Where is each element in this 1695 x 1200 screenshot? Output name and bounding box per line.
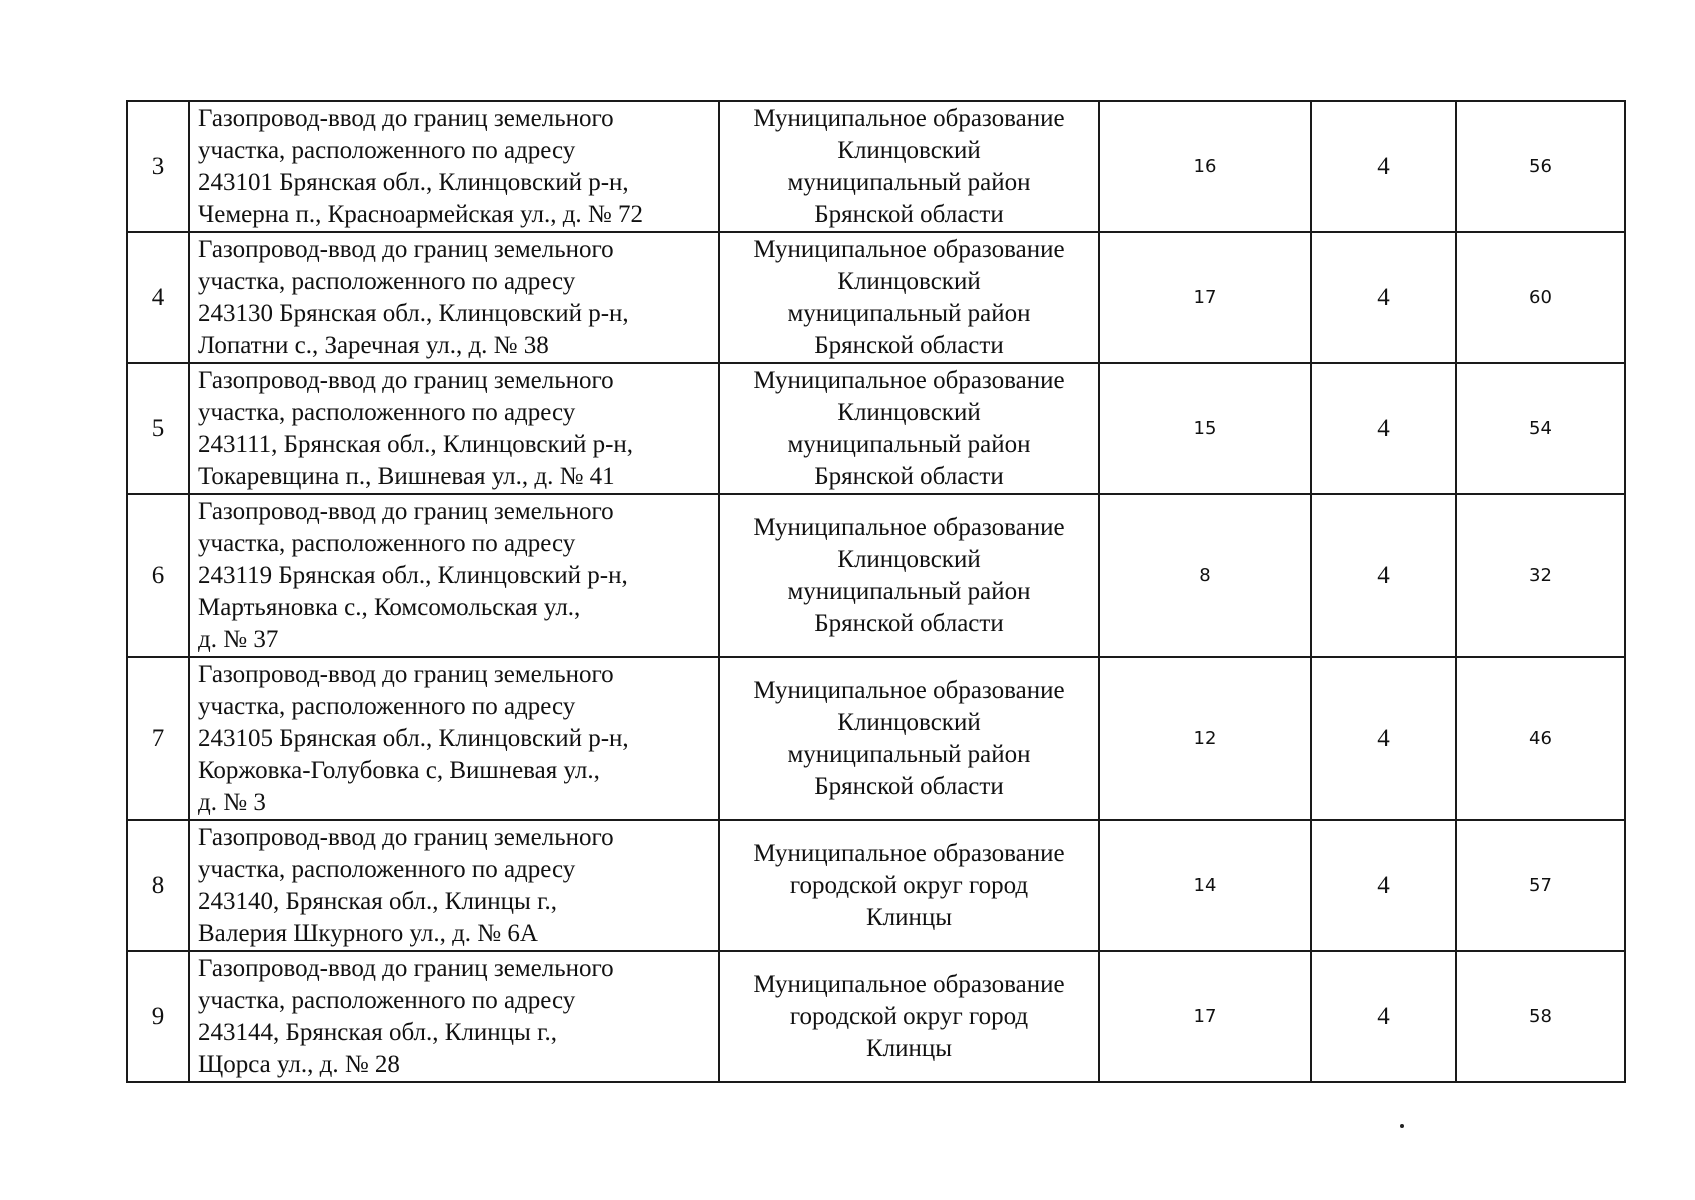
table-row <box>127 820 1625 951</box>
value-cell-3: 56 <box>1456 101 1625 232</box>
owner-line: Клинцы <box>865 1034 953 1062</box>
owner-line: Брянской области <box>814 609 1004 637</box>
owner-line: Муниципальное образование <box>753 235 1065 263</box>
table-row <box>127 232 1625 363</box>
owner-line: Муниципальное образование <box>753 366 1065 394</box>
owner-cell <box>719 101 1099 232</box>
owner-line: муниципальный район <box>787 577 1031 605</box>
value-cell-2: 4 <box>1311 494 1456 657</box>
object-name-line: 243105 Брянская обл., Клинцовский р-н, <box>198 724 629 752</box>
object-name-line: Лопатни с., Заречная ул., д. № 38 <box>198 331 549 359</box>
value-cell-3: 54 <box>1456 363 1625 494</box>
value-cell-3: 32 <box>1456 494 1625 657</box>
object-name-cell <box>189 232 719 363</box>
object-name-line: Газопровод-ввод до границ земельного <box>198 497 614 525</box>
object-name-line: Щорса ул., д. № 28 <box>198 1050 400 1078</box>
object-name-cell <box>189 363 719 494</box>
owner-line: муниципальный район <box>787 740 1031 768</box>
row-number-cell: 6 <box>127 494 189 657</box>
object-name-line: 243144, Брянская обл., Клинцы г., <box>198 1018 558 1046</box>
owner-line: Муниципальное образование <box>753 676 1065 704</box>
row-number-cell: 9 <box>127 951 189 1082</box>
object-name-line: 243119 Брянская обл., Клинцовский р-н, <box>198 561 628 589</box>
value-cell-2: 4 <box>1311 101 1456 232</box>
row-number-cell: 3 <box>127 101 189 232</box>
row-number-cell: 7 <box>127 657 189 820</box>
owner-line: Клинцовский <box>837 545 981 573</box>
table-body <box>127 101 1625 1082</box>
value-cell-3: 57 <box>1456 820 1625 951</box>
object-name-cell <box>189 820 719 951</box>
owner-cell <box>719 232 1099 363</box>
object-name-line: участка, расположенного по адресу <box>198 855 576 883</box>
owner-line: Муниципальное образование <box>753 970 1065 998</box>
value-cell-3: 46 <box>1456 657 1625 820</box>
value-cell-1: 16 <box>1099 101 1311 232</box>
object-name-cell <box>189 657 719 820</box>
owner-line: Брянской области <box>814 772 1004 800</box>
owner-line: Клинцовский <box>837 136 981 164</box>
value-cell-1: 8 <box>1099 494 1311 657</box>
value-cell-3: 58 <box>1456 951 1625 1082</box>
object-name-line: Чемерна п., Красноармейская ул., д. № 72 <box>198 200 644 228</box>
owner-cell <box>719 363 1099 494</box>
object-name-line: Газопровод-ввод до границ земельного <box>198 235 614 263</box>
object-name-line: Токаревщина п., Вишневая ул., д. № 41 <box>198 462 615 490</box>
object-name-cell <box>189 951 719 1082</box>
owner-line: муниципальный район <box>787 299 1031 327</box>
object-name-line: участка, расположенного по адресу <box>198 692 576 720</box>
owner-cell <box>719 494 1099 657</box>
object-name-line: 243101 Брянская обл., Клинцовский р-н, <box>198 168 629 196</box>
object-name-cell <box>189 494 719 657</box>
value-cell-1: 17 <box>1099 232 1311 363</box>
facilities-table <box>126 100 1626 1083</box>
value-cell-1: 12 <box>1099 657 1311 820</box>
owner-line: Муниципальное образование <box>753 513 1065 541</box>
owner-line: муниципальный район <box>787 430 1031 458</box>
owner-cell <box>719 657 1099 820</box>
owner-line: Брянской области <box>814 200 1004 228</box>
object-name-line: д. № 3 <box>198 788 266 816</box>
object-name-line: д. № 37 <box>198 625 279 653</box>
object-name-line: 243140, Брянская обл., Клинцы г., <box>198 887 558 915</box>
object-name-line: 243130 Брянская обл., Клинцовский р-н, <box>198 299 629 327</box>
value-cell-1: 14 <box>1099 820 1311 951</box>
table-row <box>127 363 1625 494</box>
value-cell-2: 4 <box>1311 951 1456 1082</box>
owner-line: городской округ город <box>789 871 1029 899</box>
object-name-line: Газопровод-ввод до границ земельного <box>198 366 614 394</box>
value-cell-2: 4 <box>1311 820 1456 951</box>
owner-line: Муниципальное образование <box>753 839 1065 867</box>
value-cell-2: 4 <box>1311 232 1456 363</box>
table-row <box>127 494 1625 657</box>
scan-mark <box>1400 1124 1404 1128</box>
row-number-cell: 8 <box>127 820 189 951</box>
object-name-line: Валерия Шкурного ул., д. № 6А <box>198 919 538 947</box>
owner-line: городской округ город <box>789 1002 1029 1030</box>
object-name-line: участка, расположенного по адресу <box>198 986 576 1014</box>
owner-line: муниципальный район <box>787 168 1031 196</box>
value-cell-1: 17 <box>1099 951 1311 1082</box>
value-cell-3: 60 <box>1456 232 1625 363</box>
object-name-line: участка, расположенного по адресу <box>198 398 576 426</box>
owner-line: Брянской области <box>814 462 1004 490</box>
owner-cell <box>719 951 1099 1082</box>
object-name-line: Газопровод-ввод до границ земельного <box>198 954 614 982</box>
object-name-line: участка, расположенного по адресу <box>198 267 576 295</box>
table-row <box>127 101 1625 232</box>
owner-cell <box>719 820 1099 951</box>
object-name-cell <box>189 101 719 232</box>
owner-line: Клинцовский <box>837 398 981 426</box>
value-cell-1: 15 <box>1099 363 1311 494</box>
owner-line: Клинцовский <box>837 267 981 295</box>
value-cell-2: 4 <box>1311 657 1456 820</box>
value-cell-2: 4 <box>1311 363 1456 494</box>
owner-line: Брянской области <box>814 331 1004 359</box>
object-name-line: Газопровод-ввод до границ земельного <box>198 660 614 688</box>
object-name-line: участка, расположенного по адресу <box>198 529 576 557</box>
table-row <box>127 951 1625 1082</box>
object-name-line: Мартьяновка с., Комсомольская ул., <box>198 593 581 621</box>
owner-line: Клинцовский <box>837 708 981 736</box>
object-name-line: Газопровод-ввод до границ земельного <box>198 104 614 132</box>
owner-line: Клинцы <box>865 903 953 931</box>
row-number-cell: 4 <box>127 232 189 363</box>
row-number-cell: 5 <box>127 363 189 494</box>
owner-line: Муниципальное образование <box>753 104 1065 132</box>
object-name-line: Коржовка-Голубовка с, Вишневая ул., <box>198 756 600 784</box>
object-name-line: 243111, Брянская обл., Клинцовский р-н, <box>198 430 634 458</box>
object-name-line: участка, расположенного по адресу <box>198 136 576 164</box>
object-name-line: Газопровод-ввод до границ земельного <box>198 823 614 851</box>
table-row <box>127 657 1625 820</box>
